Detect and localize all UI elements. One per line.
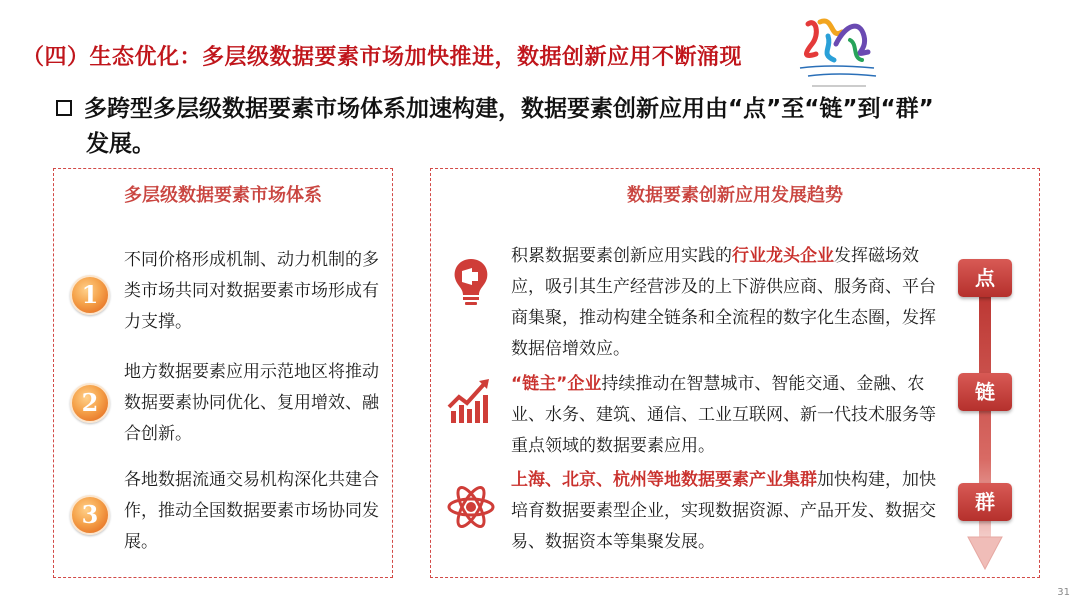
growth-chart-icon [445,375,497,427]
right-panel [430,168,1040,578]
page-number: 31 [1057,587,1070,598]
trend-highlight-3: 上海、北京、杭州等地数据要素产业集群 [511,470,817,490]
number-badge-1: 1 [70,275,110,315]
stage-badge-cluster: 群 [958,483,1012,521]
right-panel-title: 数据要素创新应用发展趋势 [627,185,843,206]
subheading-line1: 多跨型多层级数据要素市场体系加速构建，数据要素创新应用由“点”至“链”到“群” [84,96,934,122]
trend-highlight-2: “链主”企业 [511,374,602,394]
stage-badge-chain: 链 [958,373,1012,411]
subheading-line2: 发展。 [86,131,155,157]
left-panel-title: 多层级数据要素市场体系 [124,185,322,206]
down-arrow-icon [954,251,1016,571]
atom-icon [445,481,497,533]
lightbulb-icon [445,255,497,307]
stage-badge-point: 点 [958,259,1012,297]
page-title: （四）生态优化：多层级数据要素市场加快推进，数据创新应用不断涌现 [22,45,743,70]
stage-arrow [954,251,1016,571]
summit-logo [790,14,882,94]
trend-highlight-1: 行业龙头企业 [732,246,834,266]
trend-text-1-post: 发挥磁场效应，吸引其生产经营涉及的上下游供应商、服务商、平台商集聚，推动构建全链条和全流程的数字化生态圈，发挥数据倍增效应。 [511,246,936,359]
number-badge-3: 3 [70,495,110,535]
list-item-text: 各地数据流通交易机构深化共建合作，推动全国数据要素市场协同发展。 [124,470,379,552]
checkbox-square-icon [56,100,72,116]
trend-text-2 [511,369,951,462]
list-item-text: 地方数据要素应用示范地区将推动数据要素协同优化、复用增效、融合创新。 [124,362,379,444]
trend-text-2-post: 持续推动在智慧城市、智能交通、金融、农业、水务、建筑、通信、工业互联网、新一代技术服务等重点领域的数据要素应用。 [511,374,936,456]
subheading [56,92,1046,162]
trend-text-3-post: 加快构建，加快培育数据要素型企业，实现数据资源、产品开发、数据交易、数据资本等集聚发展。 [511,470,936,552]
list-item-text: 不同价格形成机制、动力机制的多类市场共同对数据要素市场形成有力支撑。 [124,250,379,332]
trend-text-3 [511,465,951,558]
left-panel [53,168,393,578]
number-badge-2: 2 [70,383,110,423]
trend-text-1 [511,241,951,365]
trend-text-1-pre: 积累数据要素创新应用实践的 [511,246,732,266]
